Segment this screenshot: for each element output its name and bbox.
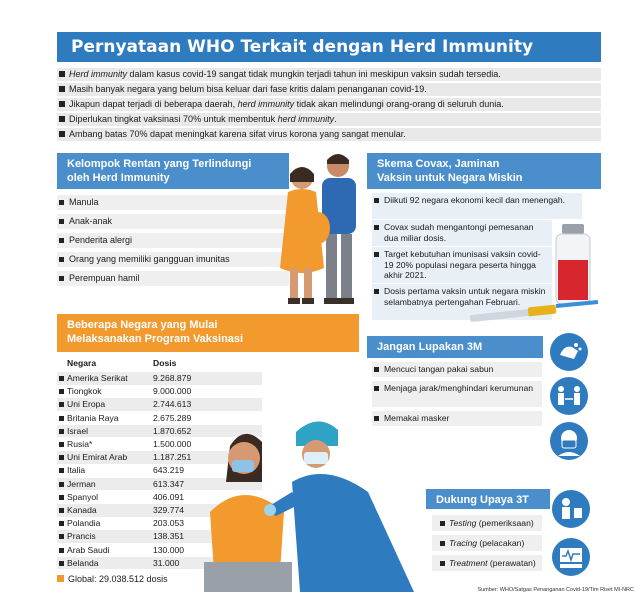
vaccine-vial-illustration: [470, 220, 610, 328]
vulnerable-item: Manula: [57, 195, 289, 210]
country-name: Spanyol: [67, 491, 99, 502]
testing-icon: [552, 490, 590, 528]
country-name: Rusia*: [67, 439, 93, 449]
dose-count: 643.219: [153, 465, 185, 476]
dose-count: 203.053: [153, 518, 185, 529]
vulnerable-item: Anak-anak: [57, 214, 289, 229]
bullet-icon: [59, 376, 64, 381]
table-row: [57, 372, 262, 385]
orange-square-icon: [57, 575, 64, 582]
country-name: Tiongkok: [67, 386, 102, 397]
bullet-icon: [59, 455, 64, 460]
dose-count: 9.000.000: [153, 386, 192, 397]
country-name: Israel: [67, 425, 89, 436]
bullet-icon: [59, 101, 65, 107]
covax-item: Target kebutuhan imunisasi vaksin covid-19 20% populasi negara peserta hingga akhir 2021.: [372, 247, 552, 283]
bullet-icon: [59, 534, 64, 539]
bullet-icon: [59, 416, 64, 421]
dose-count: 1.500.000: [153, 439, 192, 449]
table-row: [57, 398, 262, 411]
country-name: Kanada: [67, 505, 97, 515]
statement-2: Masih banyak negara yang belum bisa keluar dari fase kritis dalam penanganan covid-19.: [57, 83, 601, 96]
bullet-icon: [59, 86, 65, 92]
treatment-icon: [552, 538, 590, 576]
country-name: Arab Saudi: [67, 544, 110, 555]
dose-count: 2.744.613: [153, 399, 192, 410]
hand-washing-icon: [550, 333, 588, 371]
bullet-icon: [59, 429, 64, 434]
social-distancing-icon: [550, 377, 588, 415]
bullet-icon: [59, 482, 64, 487]
three-t-item: Testing (pemeriksaan): [432, 515, 542, 531]
dose-count: 1.870.652: [153, 425, 192, 436]
country-name: Britania Raya: [67, 412, 119, 423]
vulnerable-item: Orang yang memiliki gangguan imunitas: [57, 252, 289, 267]
country-name: Belanda: [67, 557, 99, 568]
table-row: [57, 385, 262, 398]
three-m-item: Memakai masker: [372, 411, 542, 426]
bullet-icon: [59, 116, 65, 122]
dose-count: 9.268.879: [153, 373, 192, 383]
bullet-icon: [59, 495, 64, 500]
bullet-icon: [59, 389, 64, 394]
vulnerable-item: Penderita alergi: [57, 233, 289, 248]
page-title: Pernyataan WHO Terkait dengan Herd Immunity: [57, 32, 601, 62]
countries-header: Beberapa Negara yang Mulai Melaksanakan Program Vaksinasi: [57, 314, 359, 352]
face-mask-icon: [550, 422, 588, 460]
dose-count: 138.351: [153, 531, 185, 542]
vaccination-illustration: [200, 412, 418, 592]
bullet-icon: [59, 402, 64, 407]
covax-item: Dosis pertama vaksin untuk negara miskin selambatnya pertengahan Februari.: [372, 284, 552, 320]
bullet-icon: [59, 71, 65, 77]
dose-count: 1.187.251: [153, 452, 192, 463]
global-total: Global: 29.038.512 dosis: [57, 574, 168, 584]
couple-illustration: [272, 148, 368, 316]
dose-count: 406.091: [153, 491, 185, 502]
vulnerable-item: Perempuan hamil: [57, 271, 289, 286]
dose-count: 2.675.289: [153, 412, 192, 423]
dose-count: 329.774: [153, 505, 185, 515]
country-name: Amerika Serikat: [67, 373, 128, 383]
bullet-icon: [59, 442, 64, 447]
vulnerable-header: Kelompok Rentan yang Terlindungi oleh Herd Immunity: [57, 153, 289, 189]
statement-3: Jikapun dapat terjadi di beberapa daerah, herd immunity tidak akan melindungi orang-orang di seluruh dunia.: [57, 98, 601, 111]
three-m-header: Jangan Lupakan 3M: [367, 336, 543, 358]
statement-4: Diperlukan tingkat vaksinasi 70% untuk membentuk herd immunity.: [57, 113, 601, 126]
bullet-icon: [59, 131, 65, 137]
three-t-item: Treatment (perawatan): [432, 555, 542, 571]
bullet-icon: [59, 508, 64, 513]
column-header-dose: Dosis: [153, 358, 177, 368]
dose-count: 130.000: [153, 544, 185, 555]
bullet-icon: [59, 468, 64, 473]
covax-header: Skema Covax, Jaminan Vaksin untuk Negara Miskin: [367, 153, 601, 189]
covax-item: Diikuti 92 negara ekonomi kecil dan menengah.: [372, 193, 582, 219]
statement-5: Ambang batas 70% dapat meningkat karena sifat virus korona yang sangat menular.: [57, 128, 601, 141]
three-t-header: Dukung Upaya 3T: [426, 489, 550, 509]
bullet-icon: [59, 548, 64, 553]
three-m-item: Menjaga jarak/menghindari kerumunan: [372, 381, 542, 407]
covax-item: Covax sudah mengantongi pemesanan dua miliar dosis.: [372, 220, 552, 246]
source-note: Sumber: WHO/Satgas Penanganan Covid-19/Tim Riset MI-NRC: [477, 587, 634, 593]
dose-count: 613.347: [153, 478, 185, 489]
column-header-country: Negara: [67, 358, 97, 368]
country-name: Uni Emirat Arab: [67, 452, 128, 463]
country-name: Prancis: [67, 531, 96, 542]
dose-count: 31.000: [153, 557, 180, 568]
country-name: Uni Eropa: [67, 399, 106, 410]
bullet-icon: [59, 561, 64, 566]
country-name: Polandia: [67, 518, 101, 529]
country-name: Italia: [67, 465, 86, 476]
three-t-item: Tracing (pelacakan): [432, 535, 542, 551]
bullet-icon: [59, 521, 64, 526]
three-m-item: Mencuci tangan pakai sabun: [372, 362, 542, 377]
statement-1: Herd immunity dalam kasus covid-19 sangat tidak mungkin terjadi tahun ini meskipun vaksin sudah tersedia.: [57, 68, 601, 81]
country-name: Jerman: [67, 478, 96, 489]
